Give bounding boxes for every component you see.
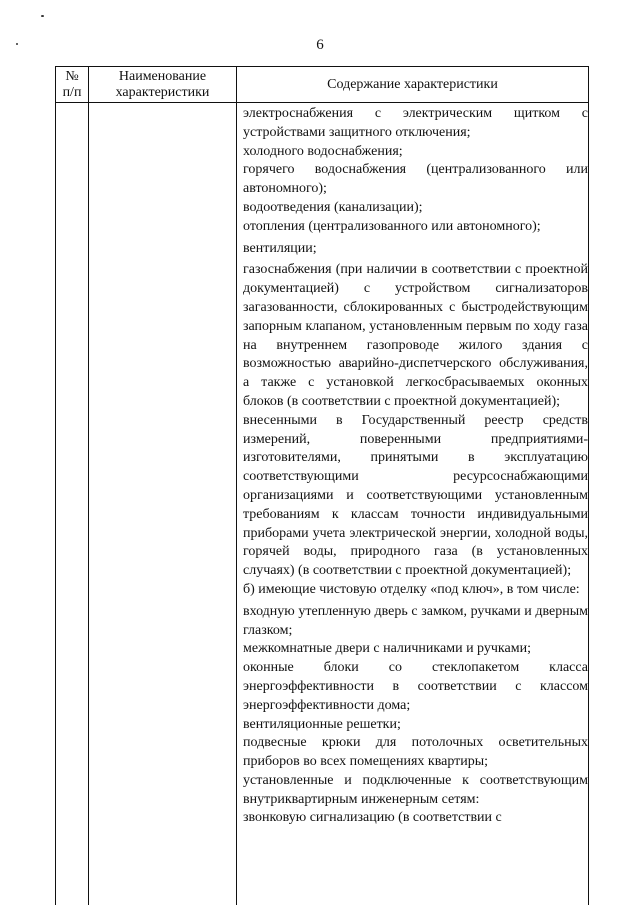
scan-speck [41,15,44,17]
content-paragraph: газоснабжения (при наличии в соответствии с проектной документацией) с устройством сигнализаторов загазованности, сблокированных с быстродействующим запорным клапаном, установленным первым по ходу газа на внутреннем газопроводе жилого здания с возможностью аварийно-диспетчерского обслуживания, а также с установкой легкосбрасываемых оконных блоков (в соответствии с проектной документацией); [243,262,588,409]
content-paragraph: внесенными в Государственный реестр средств измерений, поверенными предприятиями-изготовителями, принятыми в эксплуатацию соответствующими ресурсоснабжающими организациями и соответствующими установленным требованиям к классам точности индивидуальными приборами учета электрической энергии, холодной воды, горячей воды, природного газа (в установленных случаях) (в соответствии с проектной документацией); [243,412,588,579]
content-paragraph: входную утепленную дверь с замком, ручками и дверным глазком; [243,603,588,638]
content-paragraph: вентиляции; [243,240,317,256]
content-paragraph: холодного водоснабжения; [243,143,403,159]
characteristics-table [55,66,589,905]
cell-content [237,103,589,905]
content-paragraph: горячего водоснабжения (централизованного или автономного); [243,162,588,197]
cell-number [56,103,89,905]
content-paragraph: б) имеющие чистовую отделку «под ключ», в том числе: [243,581,580,597]
header-name: Наименование характеристики [89,67,237,103]
content-paragraph: подвесные крюки для потолочных осветительных приборов во всех помещениях квартиры; [243,735,588,770]
cell-name [89,103,237,905]
table-header-row [56,67,589,103]
page-number: 6 [316,37,324,53]
content-paragraph: водоотведения (канализации); [243,199,423,215]
content-paragraph: вентиляционные решетки; [243,716,401,732]
header-content: Содержание характеристики [237,67,589,103]
header-number: № п/п [56,67,89,103]
content-paragraph: установленные и подключенные к соответствующим внутриквартирным инженерным сетям: [243,772,588,807]
content-paragraph: оконные блоки со стеклопакетом класса энергоэффективности в соответствии с классом энергоэффективности дома; [243,660,588,713]
content-paragraph: звонковую сигнализацию (в соответствии с [243,810,502,826]
content-paragraph: отопления (централизованного или автономного); [243,218,541,234]
table-row [56,103,589,905]
content-paragraph: электроснабжения с электрическим щитком с устройствами защитного отключения; [243,106,588,140]
content-paragraph: межкомнатные двери с наличниками и ручками; [243,641,531,657]
